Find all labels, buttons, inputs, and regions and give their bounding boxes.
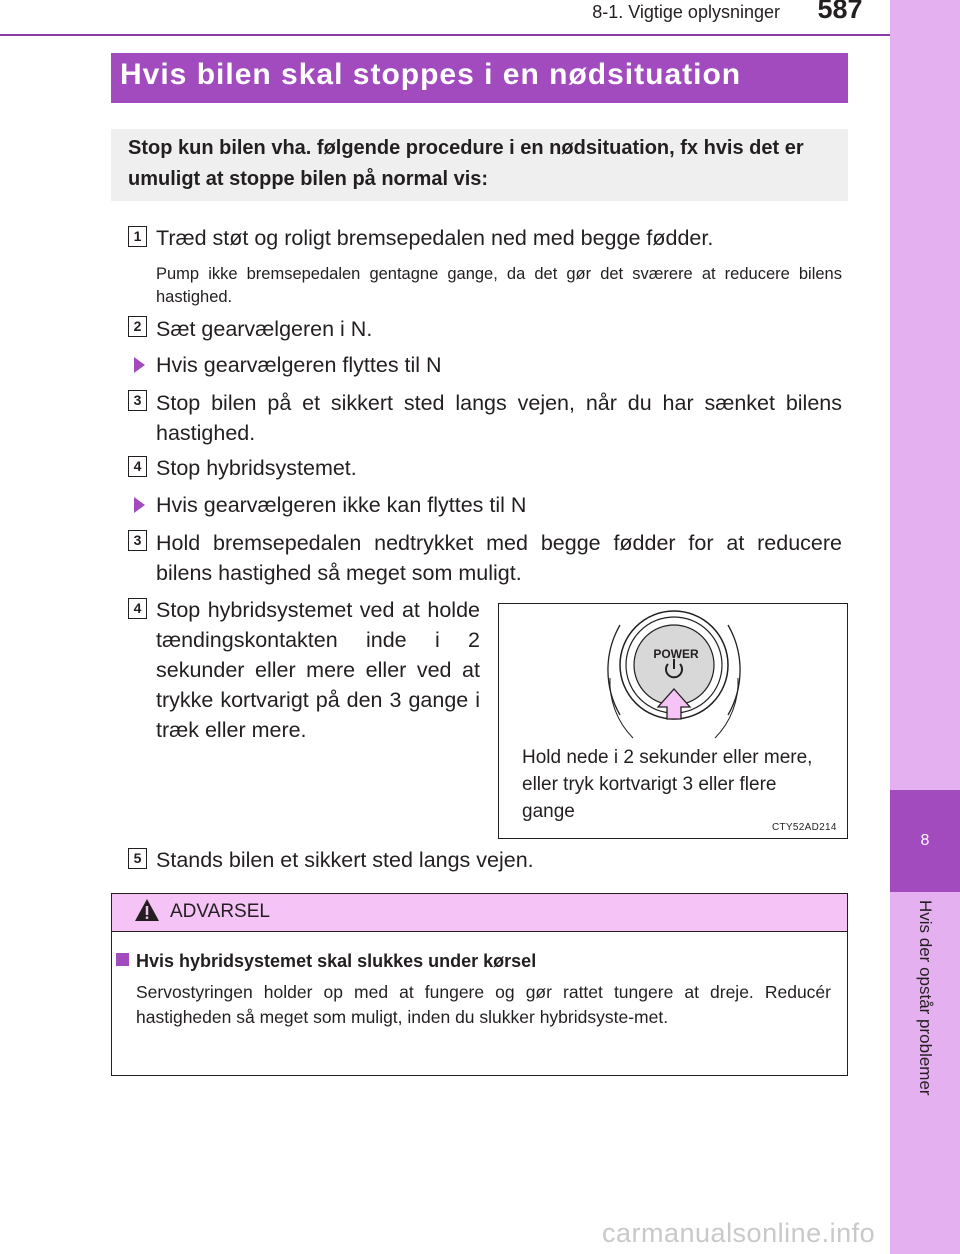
page-number: 587	[817, 0, 863, 24]
warning-text: Servostyringen holder op med at fungere og gør rattet tungere at dreje. Reducér hastigheden så meget som muligt, inden du slukker hybridsyste-met.	[136, 982, 831, 1027]
chapter-label: Hvis der opstår problemer	[916, 900, 935, 1096]
step-text: Stop bilen på et sikkert sted langs vejen, når du har sænket bilens hastighed.	[156, 391, 842, 445]
step-number: 4	[128, 456, 147, 477]
condition-arrow-icon	[134, 357, 145, 373]
step-number: 3	[128, 530, 147, 551]
step-text: Træd støt og roligt bremsepedalen ned med begge fødder.	[156, 226, 714, 250]
section-title: 8-1. Vigtige oplysninger	[592, 2, 780, 22]
page-title: Hvis bilen skal stoppes i en nødsituation	[120, 58, 742, 91]
header-divider	[0, 34, 890, 36]
chapter-number: 8	[920, 832, 930, 849]
chapter-label-wrap	[890, 900, 960, 1140]
power-button-illustration	[498, 603, 848, 743]
warning-triangle-icon	[133, 897, 161, 923]
step-number: 1	[128, 226, 147, 247]
step-number: 4	[128, 598, 147, 619]
press-arc-right	[728, 625, 740, 715]
step-text: Hold bremsepedalen nedtrykket med begge fødder for at reducere bilens hastighed så meget som muligt.	[156, 531, 842, 585]
press-arc-left	[608, 625, 620, 715]
warning-bullet-icon	[116, 953, 129, 966]
figure-code: CTY52AD214	[772, 822, 837, 833]
intro-text: Stop kun bilen vha. følgende procedure i en nødsituation, fx hvis det er umuligt at stoppe bilen på normal vis:	[128, 137, 804, 190]
step-number: 3	[128, 390, 147, 411]
step-number: 2	[128, 316, 147, 337]
condition-heading: Hvis gearvælgeren ikke kan flyttes til N	[156, 493, 527, 517]
power-button-label: POWER	[653, 647, 699, 661]
step-text: Sæt gearvælgeren i N.	[156, 317, 373, 341]
condition-heading: Hvis gearvælgeren flyttes til N	[156, 353, 442, 377]
step-number: 5	[128, 848, 147, 869]
figure-caption: Hold nede i 2 sekunder eller mere, eller tryk kortvarigt 3 eller flere gange	[522, 747, 813, 822]
step-text: Stop hybridsystemet.	[156, 456, 357, 480]
warning-title: ADVARSEL	[170, 901, 270, 922]
step-text: Stop hybridsystemet ved at holde tændingskontakten inde i 2 sekunder eller mere eller ved at trykke kortvarigt på den 3 gange i træk eller mere.	[156, 598, 480, 742]
watermark: carmanualsonline.info	[602, 1218, 876, 1248]
step-note: Pump ikke bremsepedalen gentagne gange, da det gør det sværere at reducere bilens hastighed.	[156, 265, 842, 306]
warning-subtitle: Hvis hybridsystemet skal slukkes under kørsel	[136, 951, 537, 971]
step-text: Stands bilen et sikkert sted langs vejen.	[156, 848, 534, 872]
condition-arrow-icon	[134, 497, 145, 513]
